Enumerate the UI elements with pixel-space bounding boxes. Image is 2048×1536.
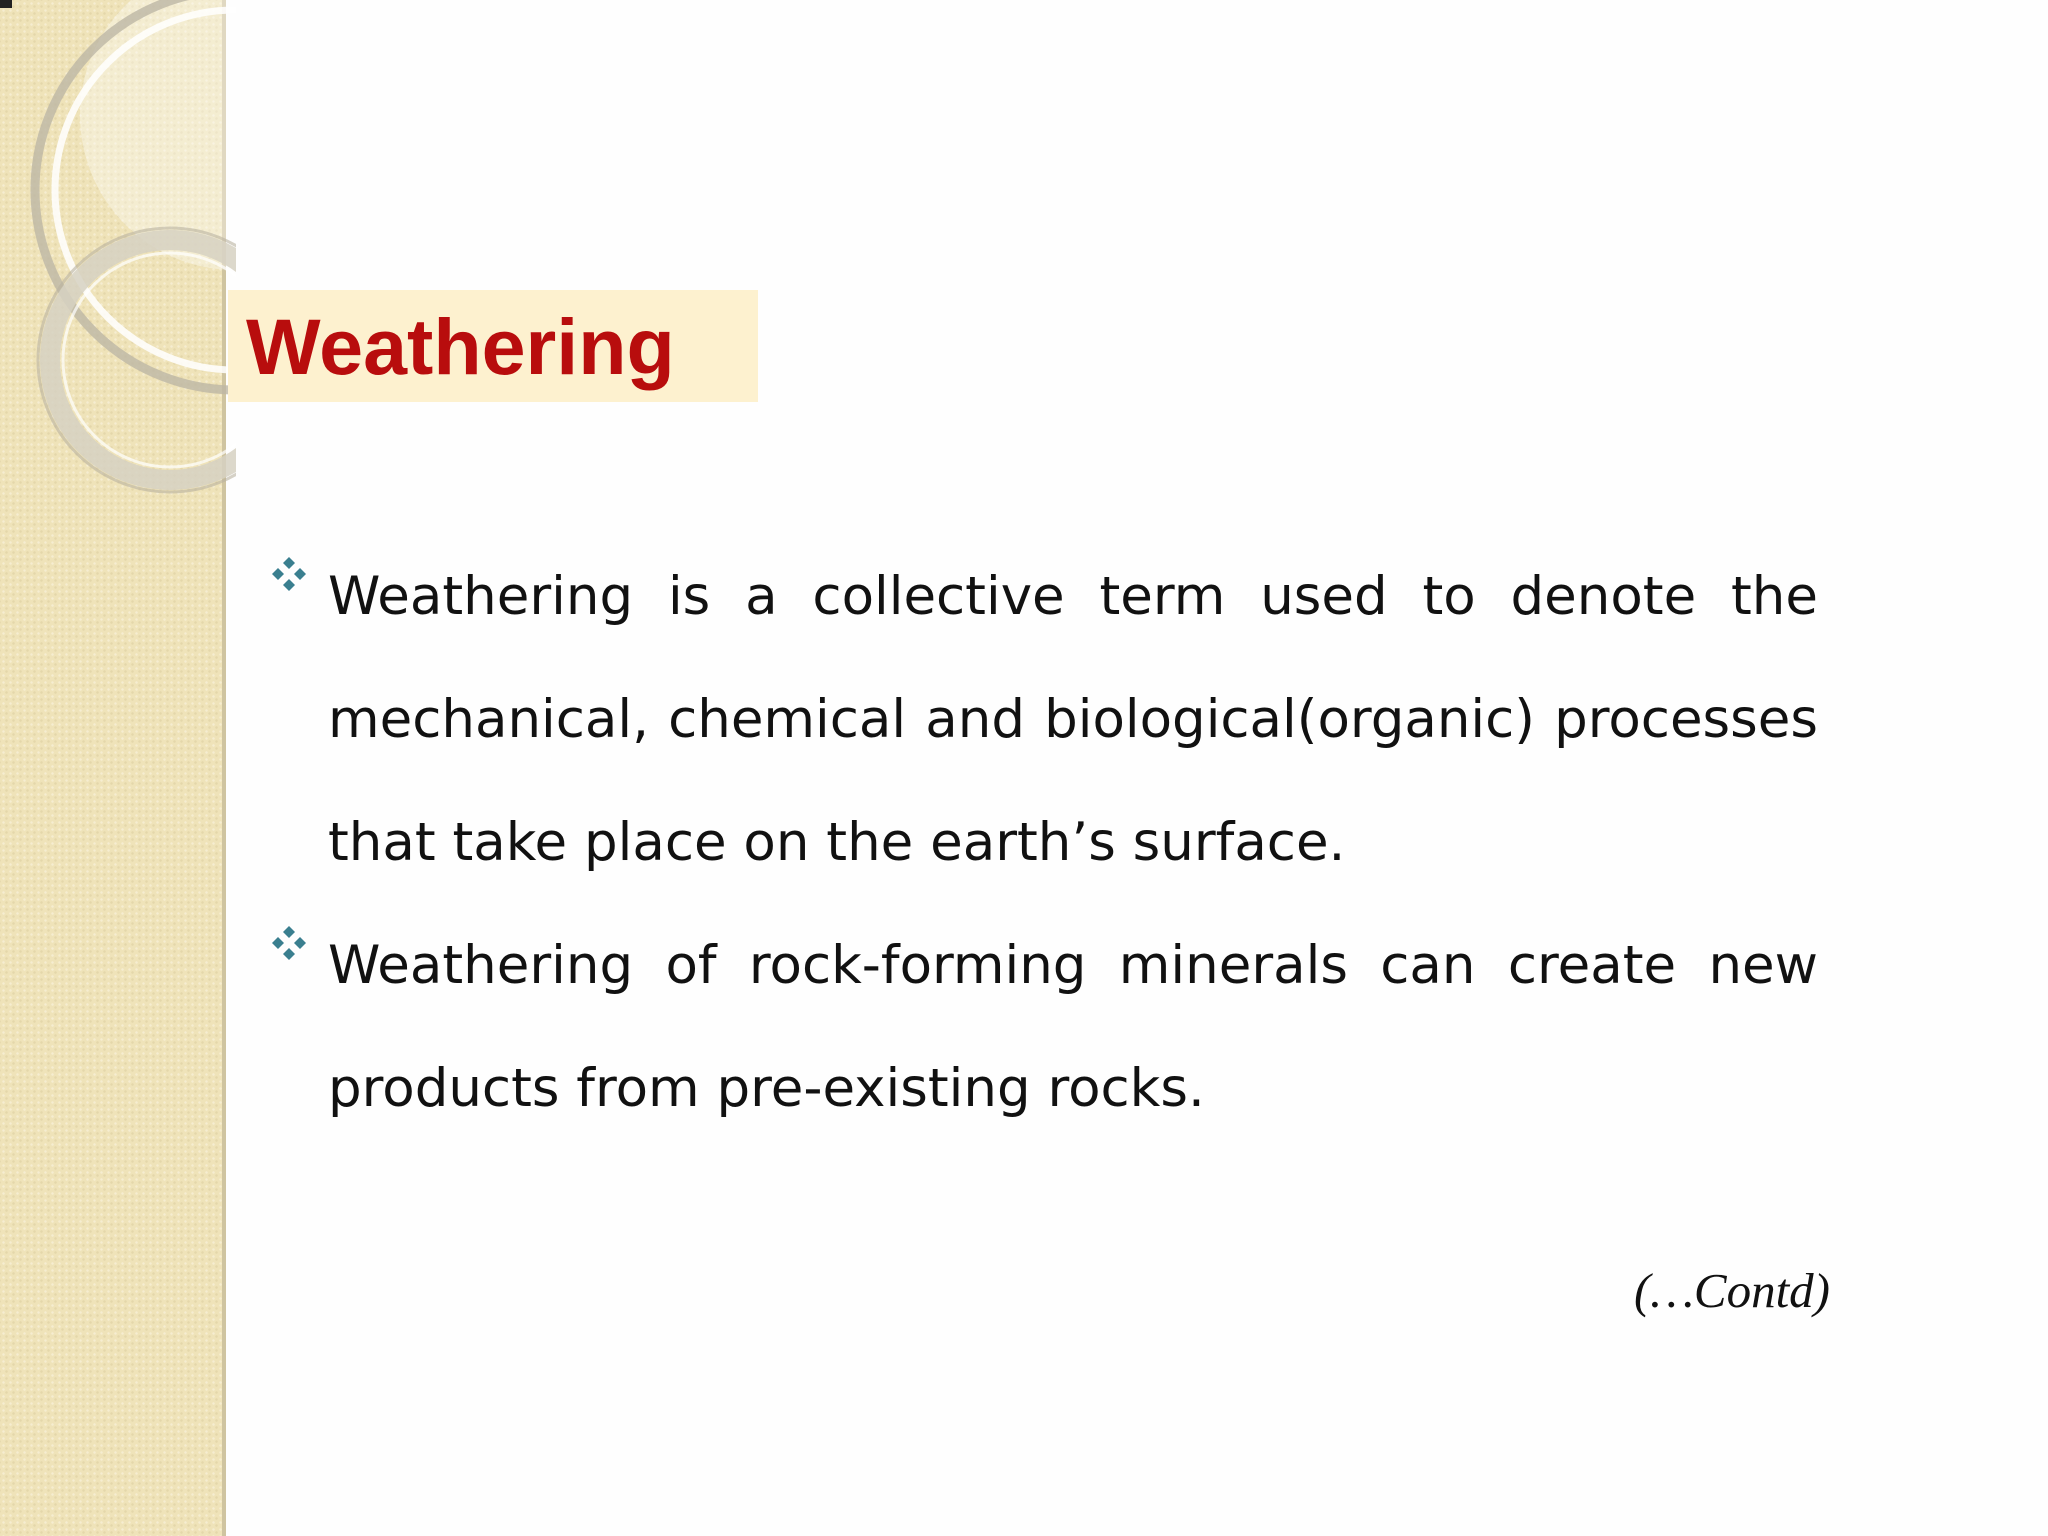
diamond-bullet-icon: [268, 922, 310, 964]
decorative-rings: [0, 0, 236, 520]
title-box: [228, 290, 758, 402]
bullet-item-1: [268, 535, 1818, 904]
bullet-text: Weathering of rock-forming minerals can create new products from pre-existing rocks.: [328, 935, 1818, 1119]
diamond-bullet-icon: [268, 553, 310, 595]
bullet-item-2: [268, 904, 1818, 1150]
slide-title: Weathering: [246, 302, 675, 391]
bullet-text: Weathering is a collective term used to denote the mechanical, chemical and biological(organic) processes that take place on the earth’s surface.: [328, 566, 1818, 873]
bullet-list: [268, 535, 1818, 1150]
continued-note: (…Contd): [1634, 1263, 1830, 1318]
